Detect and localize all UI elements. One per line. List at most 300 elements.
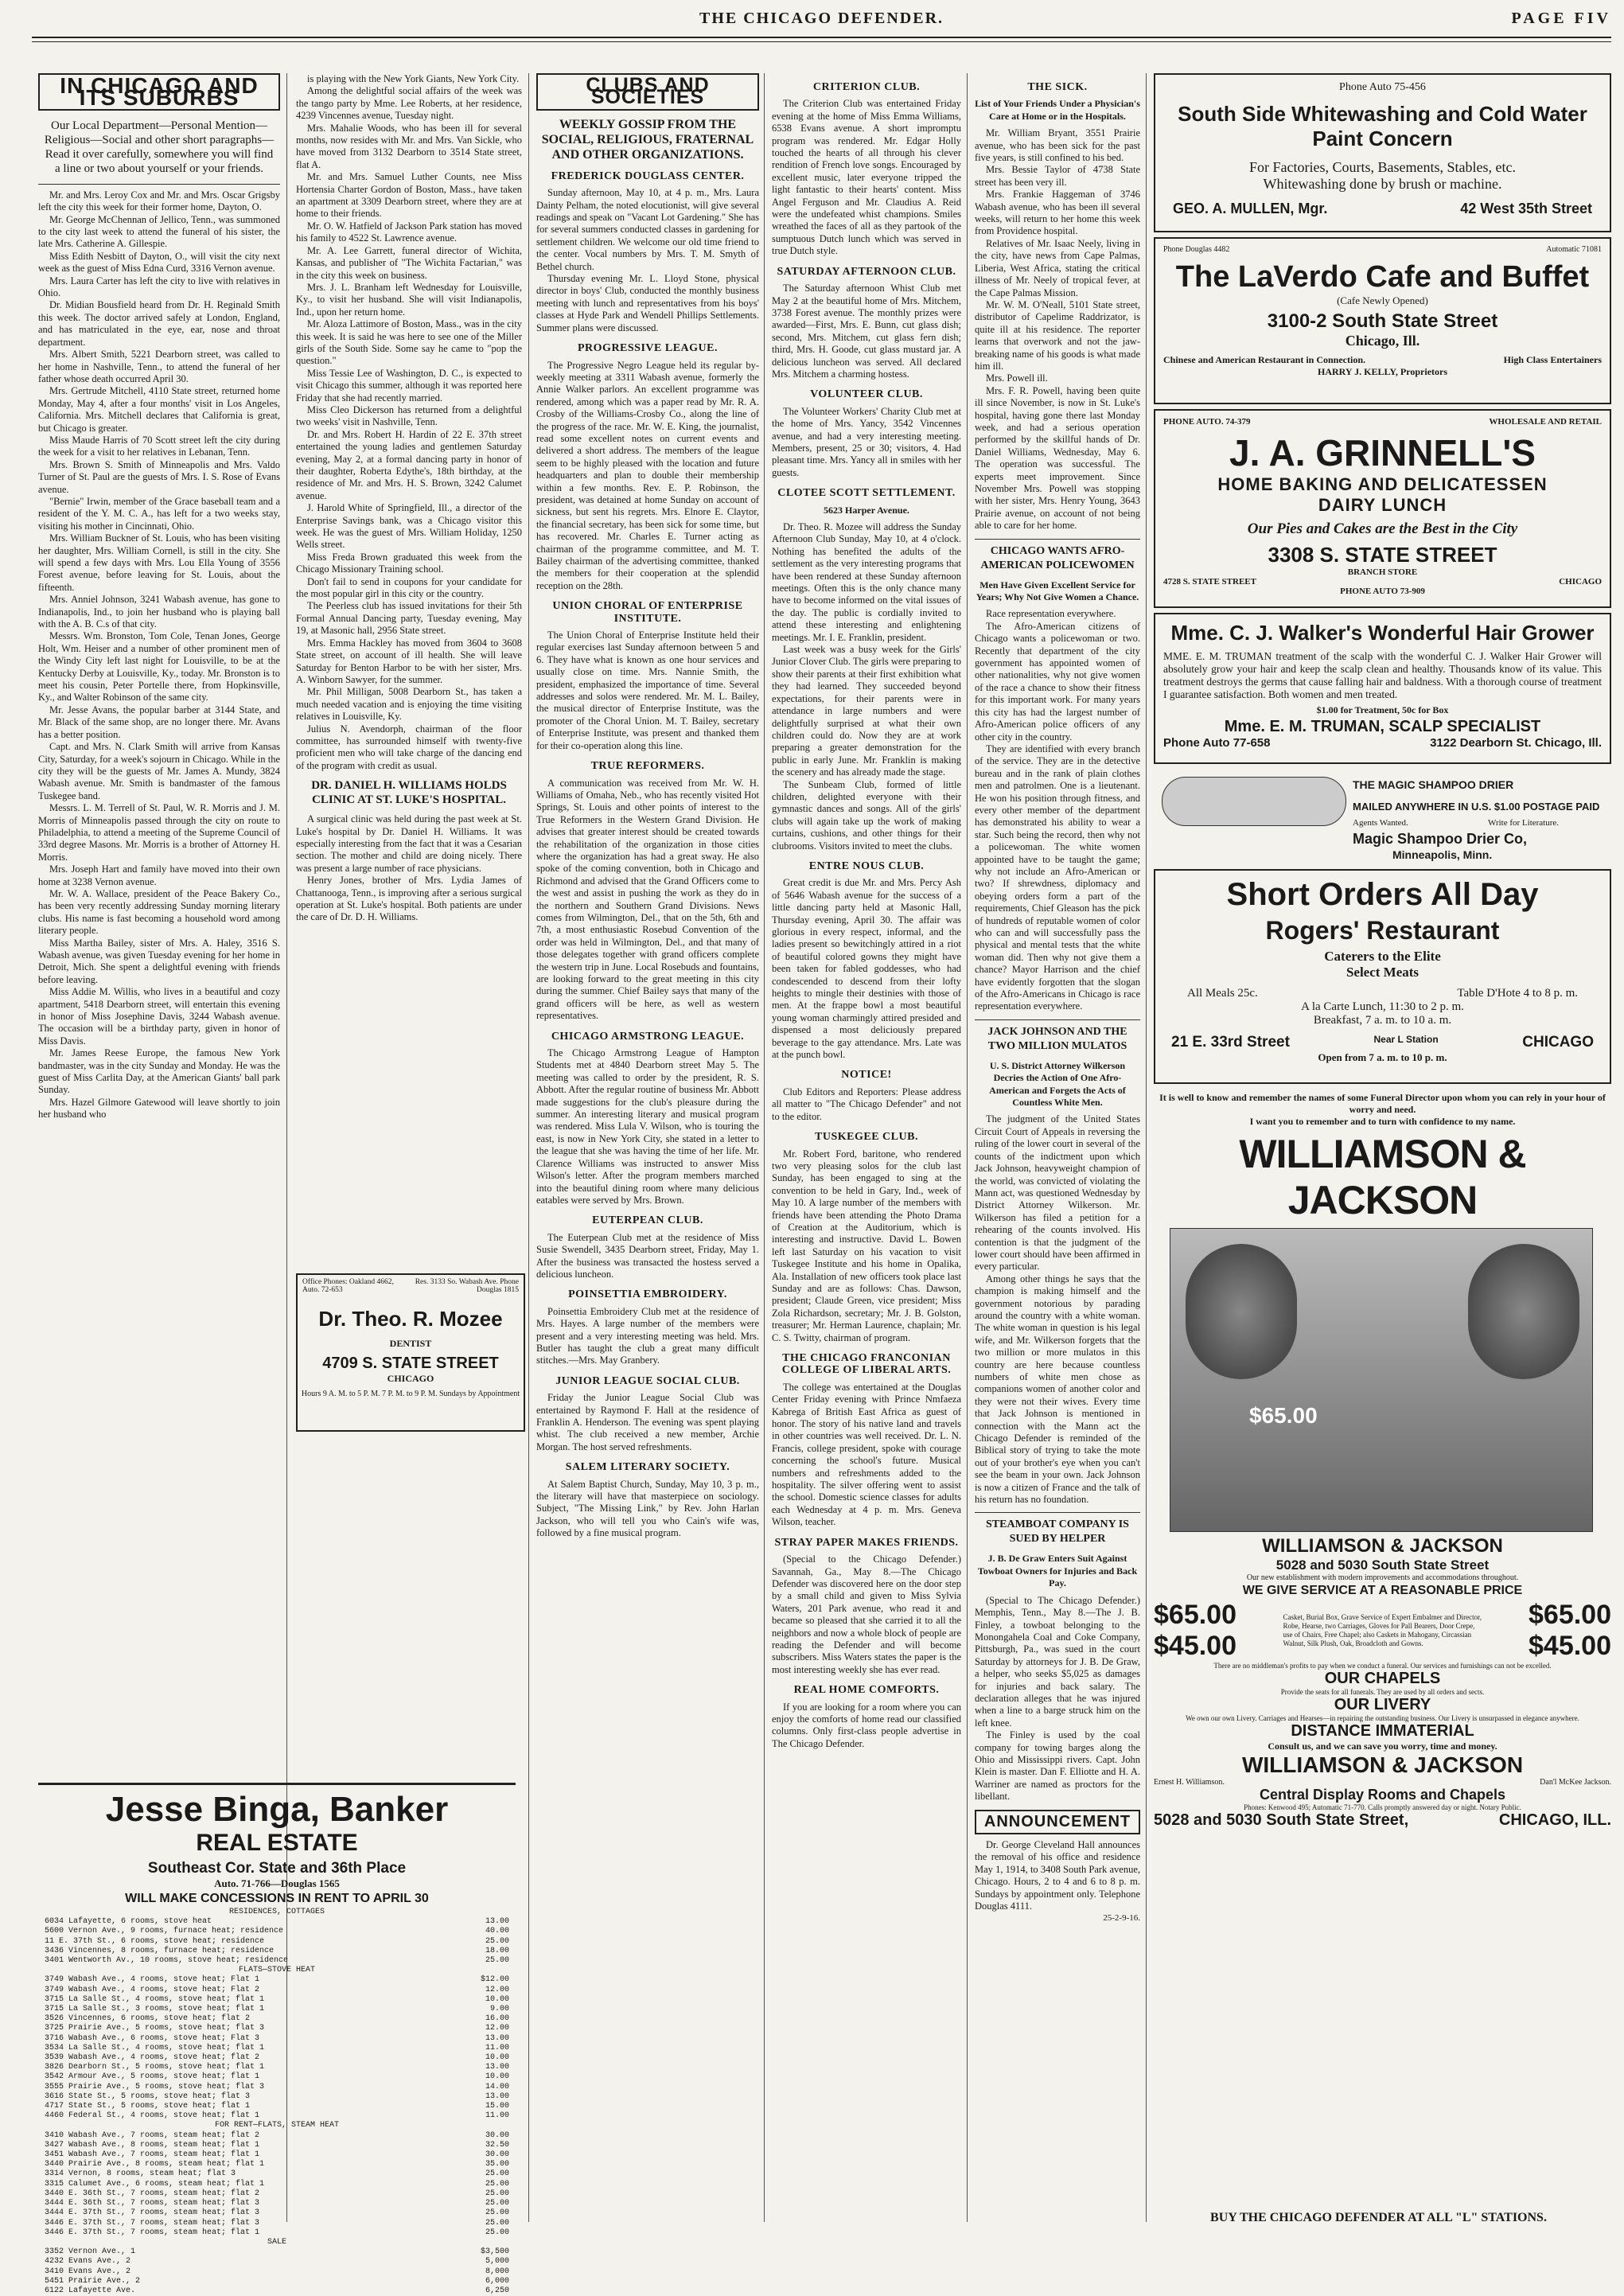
listing-price: 6,000 — [485, 2276, 509, 2286]
paragraph: Poinsettia Embroidery Club met at the residence of Mrs. Hayes. A large number of the members were present and a very interesting meeting was held. Mrs. Butler has taught the club a great many difficult stitches.—Mrs. May Granbery. — [536, 1305, 759, 1366]
rogers-hours: Open from 7 a. m. to 10 p. m. — [1318, 1051, 1447, 1063]
club-headline: NOTICE! — [841, 1069, 892, 1082]
paragraph: Dr. and Mrs. Robert H. Hardin of 22 E. 37th street entertained the young ladies and gentlemen Saturday evening, May 2, at a formal dancing party in honor of their daughter, Roberta Edythe's, 18th birthday, at the residence of Mr. and Mrs. H. S. Brown, 3242 Calumet avenue. — [296, 428, 522, 501]
listing-price: 25.00 — [485, 2169, 509, 2179]
listing-row — [45, 2063, 509, 2072]
paragraph: The Progressive Negro League held its regular by-weekly meeting at 3311 Wabash avenue, formerly the Annie Walker parlors. An excellent programme was rendered, among which was a paper read by Mr. R. A. Crosby of the Williams-Crosby Co., along the line of the progress of the race. Mr. W. E. King, the journalist, read some excellent notes on current events and delivered a short address. The members of the league seem to be highly pleased with the location and future headquarters and plan to double their membership within a few months. Rev. E. P. Robinson, the president, was detained at home Sunday on account of sickness, but sent his regrets. Mrs. Elnore E. Claytor, the financial secretary, has been sick for some time, but has recovered. Mr. Charles E. Turner acting as chairman of the programme committee, and M. T. Bailey chairman of the advertising committee, thanked the members for their cooperation at the splendid reception on the 28th. — [536, 359, 759, 591]
office-phones: Office Phones: Oakland 4662, Auto. 72-653 — [302, 1278, 394, 1294]
listing-row — [45, 2257, 509, 2267]
magic-city: Minneapolis, Minn. — [1392, 848, 1493, 861]
listing-group-flats — [45, 1975, 509, 2121]
listing-row — [45, 1947, 509, 1956]
wj-right-name: Dan'l McKee Jackson. — [1540, 1778, 1611, 1787]
paragraph: Relatives of Mr. Isaac Neely, living in the city, have news from Cape Palmas, Liberia, West Africa, stating the critical illness of Mr. Neely of tropical fever, at the Cape Palmas Mission. — [975, 237, 1140, 298]
johnson-headline: JACK JOHNSON AND THE TWO MILLION MULATOS — [975, 1019, 1140, 1054]
listing-address: 6122 Lafayette Ave. — [45, 2286, 136, 2295]
listing-row — [45, 2111, 509, 2121]
paragraph: The Saturday afternoon Whist Club met May 2 at the beautiful home of Mrs. Mitchem, 3738 Forest avenue. The monthly prizes were awarded—First, Mrs. E. Bunn, cut glass dish; second, Mrs. Mitchem, cut glass fern dish; third, Mrs. H. Goode, cut glass mustard jar. A delicious luncheon was served. All declared Mrs. Mitchem a charming hostess. — [772, 283, 961, 380]
paragraph: Miss Maude Harris of 70 Scott street left the city during the week for a visit to her relatives in Lebanan, Tenn. — [38, 434, 280, 458]
footer-tagline: BUY THE CHICAGO DEFENDER AT ALL "L" STATIONS. — [1210, 2211, 1547, 2224]
listing-address: 3444 E. 36th St., 7 rooms, steam heat; flat 3 — [45, 2199, 260, 2208]
club-headline: POINSETTIA EMBROIDERY. — [568, 1288, 727, 1301]
listing-group-steam — [45, 2131, 509, 2238]
johnson-paragraphs — [975, 1113, 1140, 1506]
paragraph: A communication was received from Mr. W. H. Williams of Omaha, Neb., who has recently visited Hot Springs, St. Louis and other points of interest to the True Reformers in the Western Grand Division. He advises that greater interest should be created towards the rehabilitation of the organization in those cities where the organization has had a great sway. He also spoke of the coming convention, both in Chicago and Richmond and advised that the Grand Officers come to the west and assist in pushing the work as they do in the northern and Southern Grand Divisions. News comes from Wilmington, Del., that on the 5th, 6th and 7th, a most enthusiastic Rosebud Convention of the order was held in Wilmington, Del., and that many of those delegates together with grand officers complete the western trip in June. Local Rosebuds and fountains, are looking forward to the great meeting in this city during the summer. Chief Bailey says that many of the grand officers will be here, as well as western representatives. — [536, 777, 759, 1022]
listing-price: 13.00 — [485, 1917, 509, 1927]
listing-group-residences — [45, 1917, 509, 1966]
listing-address: 3444 E. 37th St., 7 rooms, steam heat; flat 3 — [45, 2208, 260, 2218]
walker-price: $1.00 for Treatment, 50c for Box — [1316, 704, 1449, 715]
listing-price: 14.00 — [485, 2082, 509, 2091]
paragraph: The judgment of the United States Circuit Court of Appeals in reversing the ruling of the lower court in several of the counts of the indictment upon which Jack Johnson, heavyweight champion of the world, was convicted of violating the Mann act, was questioned Wednesday by District Attorney Wilkerson. Mr. Wilkerson has filed a petition for a rehearing of the counts involved. His contention is that the judgment of the lower court should have been affirmed in every particular. — [975, 1113, 1140, 1273]
listing-row — [45, 1937, 509, 1947]
listing-price: 13.00 — [485, 2033, 509, 2043]
paragraph: (Special to the Chicago Defender.) Savannah, Ga., May 8.—The Chicago Defender was discovered here on the door step by a small child and given to Miss Sylvia Waters, 201 Park avenue, who read it and became so pleased that she carried it to all the neighbors and now a whole block of people are reading the Defender and will become subscribers. Miss Waters states the paper is the most interesting weekly she has ever read. — [772, 1553, 961, 1675]
top-rule — [32, 37, 1611, 38]
steamboat-deck: J. B. De Graw Enters Suit Against Towboat Owners for Injuries and Back Pay. — [977, 1553, 1138, 1589]
club-headline: TRUE REFORMERS. — [590, 760, 705, 773]
listing-row — [45, 2247, 509, 2257]
listing-address: 3539 Wabash Ave., 4 rooms, stove heat; flat 2 — [45, 2053, 260, 2063]
listing-price: 32.50 — [485, 2140, 509, 2150]
listing-address: 3314 Vernon, 8 rooms, steam heat; flat 3 — [45, 2169, 236, 2179]
wj-rooms: Central Display Rooms and Chapels — [1259, 1787, 1506, 1803]
listing-price: 12.00 — [485, 1985, 509, 1994]
ad-williamson-jackson — [1154, 1092, 1611, 1830]
residence-phone: Res. 3133 So. Wabash Ave. Phone Douglas 1815 — [415, 1278, 519, 1294]
wj-photo-sign: $65.00 — [1249, 1403, 1318, 1428]
listing-row — [45, 2189, 509, 2199]
wj-price2-left: $45.00 — [1154, 1631, 1236, 1661]
drier-illustration — [1162, 777, 1346, 826]
walker-name: Mme. E. M. TRUMAN, SCALP SPECIALIST — [1224, 718, 1541, 735]
paragraph: The Volunteer Workers' Charity Club met at the home of Mrs. Yancy, 3542 Vincennes avenue, and had a very interesting meeting. Members, present, 25 or 30; visitors, 4. Had pleasant time. Mrs. Yancy all in smiles with her guests. — [772, 405, 961, 478]
paragraph: Julius N. Avendorph, chairman of the floor committee, has surrounded himself with twenty-five proficient men who will take charge of the dancing end of the program with credit as usual. — [296, 723, 522, 771]
sick-paragraphs — [975, 127, 1140, 532]
paragraph: Mr. A. Lee Garrett, funeral director of Wichita, Kansas, and publisher of "The Wichita Factarian," was in the city this week on business. — [296, 244, 522, 281]
wj-livery: OUR LIVERY — [1334, 1696, 1431, 1713]
portrait-williamson — [1186, 1244, 1297, 1379]
dentist-name: Dr. Theo. R. Mozee — [318, 1307, 503, 1331]
paragraph: Mrs. Joseph Hart and family have moved into their own home at 3238 Vernon avenue. — [38, 863, 280, 887]
wj-note: Our new establishment with modern improvements and accommodations throughout. — [1246, 1573, 1519, 1582]
listing-price: 25.00 — [485, 1956, 509, 1966]
paragraph: Miss Freda Brown graduated this week from the Chicago Missionary Training school. — [296, 551, 522, 575]
laverdo-note2: High Class Entertainers — [1503, 354, 1602, 365]
paragraph: J. Harold White of Springfield, Ill., a director of the Enterprise Savings bank, was a Chicago visitor this week. He was the guest of Mrs. William Holiday, 1250 Wells street. — [296, 502, 522, 551]
listing-price: 13.00 — [485, 2091, 509, 2101]
listing-section: RESIDENCES, COTTAGES — [228, 1908, 325, 1916]
paragraph: The Afro-American citizens of Chicago wants a policewoman or two. Recently that department of the city government has appointed women of other nationalities, why not give women of the race a chance to show their fitness for this important work. For many years this city has had the largest number of Afro-American police officers of any other city in the country. — [975, 620, 1140, 743]
listing-price: 30.00 — [485, 2130, 509, 2140]
club-headline: SALEM LITERARY SOCIETY. — [565, 1461, 730, 1474]
club-headline: THE CHICAGO FRANCONIAN COLLEGE OF LIBERAL ARTS. — [781, 1352, 952, 1377]
paragraph: Last week was a busy week for the Girls' Junior Clover Club. The girls were preparing to show their parents at their first exhibition what they had learned. They succeeded beyond expectations, for their parents were in attendance in large numbers and were delightfully surprised at what their own children could do. Now they are at work preparing a greater demonstration for the public in early June. Mr. Franklin is making the scenery and has already made the stage. — [772, 644, 961, 778]
laverdo-note: Chinese and American Restaurant in Connection. — [1163, 354, 1366, 365]
paragraph: At Salem Baptist Church, Sunday, May 10, 3 p. m., the literary will have that masterpiece on sociology. Subject, "The Missing Link," by Rev. John Harlan Jackson, who will tell you who Cain's wife was, followed by a fine musical program. — [536, 1478, 759, 1539]
hospital-headline: DR. DANIEL H. WILLIAMS HOLDS CLINIC AT ST. LUKE'S HOSPITAL. — [311, 779, 507, 807]
dentist-address: 4709 S. STATE STREET — [322, 1355, 499, 1372]
listing-row — [45, 2102, 509, 2111]
paragraph: Thursday evening Mr. L. Lloyd Stone, physical director in boys' Club, conducted the monthly business meeting with lunch and representatives from his boys' classes at Hyde Park and Wendell Phillips Settlements. Summer plans were discussed. — [536, 273, 759, 333]
paragraph: Mrs. Brown S. Smith of Minneapolis and Mrs. Valdo Turner of St. Paul are the guests of Mrs. I. S. Rose of Evans avenue. — [38, 458, 280, 495]
listing-row — [45, 1956, 509, 1966]
column-sick-and-news — [975, 73, 1140, 2214]
listing-address: 3534 La Salle St., 4 rooms, stove heat; flat 1 — [45, 2043, 265, 2052]
listing-address: 3715 La Salle St., 4 rooms, stove heat; flat 1 — [45, 1994, 265, 2004]
mullen-phone: Phone Auto 75-456 — [1339, 81, 1426, 93]
paragraph: Mr. Jesse Avans, the popular barber at 3144 State, and Mr. Black of the same shop, are no longer there. Mr. Avans has a better position. — [38, 704, 280, 740]
paragraph: If you are looking for a room where you can enjoy the comforts of home read our classified columns. Only first-class people advertise in The Chicago Defender. — [772, 1701, 961, 1749]
club-headline: SATURDAY AFTERNOON CLUB. — [777, 265, 956, 278]
listing-row — [45, 1995, 509, 2005]
news-paragraphs — [296, 73, 522, 772]
wj-price1-left: $65.00 — [1154, 1600, 1236, 1630]
club-headline: JUNIOR LEAGUE SOCIAL CLUB. — [555, 1374, 740, 1387]
club-sections — [536, 170, 759, 1540]
listing-row — [45, 2131, 509, 2141]
paragraph: Mrs. Bessie Taylor of 4738 State street has been very ill. — [975, 164, 1140, 188]
paragraph: Mrs. William Buckner of St. Louis, who has been visiting her daughter, Mrs. William Cornell, is still in the city. She will spend a few days with Mrs. Lou Ella Young of 3556 Forest avenue, before leaving for St. Louis, about the fifteenth. — [38, 532, 280, 593]
paragraph: Dr. Theo. R. Mozee will address the Sunday Afternoon Club Sunday, May 10, at 4 o'clock. Nothing has benefited the adults of the settlement as the very interesting programs that have been rendered at these Sunday afternoon meetings. Often this is the only chance many have to become informed on the vital issues of the day. The public is cordially invited to attend these interesting and enlightening meetings. Mr. I. E. Franklin, president. — [772, 521, 961, 643]
listing-price: 35.00 — [485, 2160, 509, 2169]
ads-column — [1154, 73, 1611, 2211]
paragraph: The Chicago Armstrong League of Hampton Students met at 4840 Dearborn street May 5. The meeting was called to order by the president, R. S. Abbott. After the regular routine of business Mr. Abbott made suggestions for the club's pleasure during the summer. An interesting literary and musical program was rendered. Miss Lula V. Wilson, who is touring the east, is now in New York City, she stated in a letter to the league that she was having the time of her life. Mr. Clarence Williams was instructed to answer Miss Wilson's letter. After the program members marched into the beautiful dining room where many delicious eatables were served by Mrs. Brown. — [536, 1047, 759, 1206]
paragraph: The college was entertained at the Douglas Center Friday evening with Prince Nmfaeza Kabrega of British East Africa as guest of honor. The story of his native land and travels in other countries was well received. Dr. L. N. Francis, college president, spoke with courage concerning the school's future. Musical numbers and refreshments added to the hospitality. The silver offering went to assist the school. Domestic science classes for adults each Wednesday at 4 p. m. Mrs. Geneva Wilson, teacher. — [772, 1381, 961, 1528]
paragraph: Mr. Phil Milligan, 5008 Dearborn St., has taken a much needed vacation and is enjoying the time visiting relatives in Louisville, Ky. — [296, 686, 522, 723]
rogers-sub1: Caterers to the Elite — [1324, 949, 1441, 964]
paragraph: Sunday afternoon, May 10, at 4 p. m., Mrs. Laura Dainty Pelham, the noted elocutionist, will give several readings and speak on "Vacant Lot Gardening." She has for several summers conducted classes in gardening for settlement children. We welcome our old time friend to the center. Vocal numbers by Mrs. T. M. Smyth of Bethel church. — [536, 187, 759, 272]
listing-address: 3451 Wabash Ave., 7 rooms, steam heat; flat 1 — [45, 2150, 260, 2160]
paragraph: Don't fail to send in coupons for your candidate for the most popular girl in this city or the country. — [296, 575, 522, 600]
listing-row — [45, 2286, 509, 2296]
newspaper-title: THE CHICAGO DEFENDER. — [699, 10, 944, 27]
paragraph: Henry Jones, brother of Mrs. Lydia James of Chattanooga, Tenn., is improving after a serious surgical operation at St. Luke's hospital. Both patients are under the care of Dr. D. H. Williams. — [296, 875, 522, 923]
club-headline: UNION CHORAL OF ENTERPRISE INSTITUTE. — [552, 600, 743, 625]
grinnell-branch-addr: 4728 S. STATE STREET — [1163, 577, 1256, 587]
listing-price: 25.00 — [485, 2208, 509, 2218]
ad-laverdo — [1154, 237, 1611, 404]
club-headline: STRAY PAPER MAKES FRIENDS. — [774, 1536, 959, 1549]
listing-price: 8,000 — [485, 2267, 509, 2276]
wj-chapels-text: Provide the seats for all funerals. They are used by all orders and sects. — [1280, 1688, 1485, 1696]
laverdo-city: Chicago, Ill. — [1345, 333, 1420, 349]
paragraph: (Special to The Chicago Defender.) Memphis, Tenn., May 8.—The J. B. Finley, a towboat belonging to the Monongahela Coal and Coke Company, Pittsburgh, Pa., was sued in the court Saturday by attorneys for J. B. De Graw, a helper, who seeks $5,025 as damages for injuries and back salary. The declaration alleges that he was injured when a line to a barge struck him on the left knee. — [975, 1594, 1140, 1729]
walker-address: 3122 Dearborn St. Chicago, Ill. — [1430, 736, 1602, 750]
dentist-hours: Hours 9 A. M. to 5 P. M. 7 P. M. to 9 P. M. Sundays by Appointment — [301, 1390, 520, 1398]
paragraph: Miss Edith Nesbitt of Dayton, O., will visit the city next week as the guest of Miss Edna Curd, 3316 Vernon avenue. — [38, 250, 280, 275]
listing-address: 3749 Wabash Ave., 4 rooms, stove heat; Flat 1 — [45, 1975, 260, 1985]
binga-listings — [38, 1908, 516, 2296]
grinnell-address: 3308 S. STATE STREET — [1268, 543, 1497, 567]
wj-banner: WILLIAMSON & JACKSON — [1239, 1132, 1526, 1222]
listing-price: 15.00 — [485, 2102, 509, 2111]
rogers-breakfast: Breakfast, 7 a. m. to 10 a. m. — [1313, 1014, 1452, 1027]
paragraph: Mr. George McChennan of Jellico, Tenn., was summoned to the city last week to attend the funeral of his sister, the late Mrs. Catherine A. Gillespie. — [38, 213, 280, 250]
paragraph: Mr. W. M. O'Neall, 5101 State street, distributor of Capelime Raddrizator, is quite ill at his residence. The reporter learns that overwork and not the jaw-breaking name of his goods is what made him ill. — [975, 298, 1140, 372]
grinnell-phone: PHONE AUTO. 74-379 — [1163, 417, 1251, 427]
column-local-news-continued — [296, 73, 522, 1271]
listing-address: 4717 State St., 5 rooms, stove heat; flat 1 — [45, 2102, 251, 2111]
wj-name: WILLIAMSON & JACKSON — [1262, 1535, 1503, 1557]
paragraph: They are identified with every branch of the service. They are in the detective bureau and in the rank of plain clothes men and patrolmen. One is a lieutenant. He won his position through fitness, and every other member of the department has demonstrated his ability to wear a star. Such being the record, then why not a policewoman. The white women appointed have to be taught the game; why not include an Afro-American or two? If shrewdness, diplomacy and obeying orders form a part of the requirements, Chief Gleason has the pick of hundreds of reputable women of color who can and will successfully pass the physical and mental tests that the white woman did. Then why not give them a chance? Mayor Harrison and the chief have evidently forgotten that the slogan of the Afro-Americans in Chicago is race representation everywhere. — [975, 743, 1140, 1012]
sick-deck: List of Your Friends Under a Physician's Care at Home or in the Hospitals. — [975, 98, 1140, 122]
paragraph: Mrs. Mahalie Woods, who has been ill for several months, now resides with Mr. and Mrs. Van Sickle, who have moved from 3132 Dearborn to 3514 State street, flat A. — [296, 122, 522, 170]
club-headline: CRITERION CLUB. — [812, 81, 921, 93]
paragraph: Race representation everywhere. — [986, 608, 1116, 620]
listing-address: 3446 E. 37th St., 7 rooms, steam heat; flat 3 — [45, 2218, 260, 2228]
listing-price: $3,500 — [480, 2247, 509, 2257]
wj-intro1: It is well to know and remember the names of some Funeral Director upon whom you can rely in your hour of worry and need. — [1159, 1092, 1606, 1115]
listing-address: 3352 Vernon Ave., 1 — [45, 2247, 136, 2257]
listing-row — [45, 2219, 509, 2228]
paragraph: Mrs. Emma Hackley has moved from 3604 to 3608 State street, on account of ill health. She will leave Saturday for Benton Harbor to be with her sister, Mrs. A. Winborn Sawyer, for the summer. — [296, 637, 522, 685]
listing-address: 4232 Evans Ave., 2 — [45, 2257, 131, 2267]
listing-address: 3542 Armour Ave., 5 rooms, stove heat; flat 1 — [45, 2072, 260, 2082]
steamboat-headline: STEAMBOAT COMPANY IS SUED BY HELPER — [975, 1512, 1140, 1546]
listing-price: 16.00 — [485, 2014, 509, 2024]
listing-row — [45, 2005, 509, 2014]
paragraph: Mr. and Mrs. Leroy Cox and Mr. and Mrs. Oscar Grigsby left the city this week for their former home, Dayton, O. — [38, 189, 280, 213]
binga-offer: WILL MAKE CONCESSIONS IN RENT TO APRIL 30 — [125, 1892, 429, 1905]
listing-price: 13.00 — [485, 2063, 509, 2072]
paragraph: Mr. William Bryant, 3551 Prairie avenue, who has been sick for the past five years, is still confined to his bed. — [975, 127, 1140, 164]
paragraph: "Bernie" Irwin, member of the Grace baseball team and a resident of the Y. M. C. A., has left for a two weeks stay, visiting his mother in Cincinnati, Ohio. — [38, 495, 280, 532]
club-subheadline: 5623 Harper Avenue. — [824, 504, 909, 516]
listing-row — [45, 2277, 509, 2286]
wj-address: 5028 and 5030 South State Street — [1275, 1557, 1490, 1573]
rogers-name: Rogers' Restaurant — [1265, 916, 1500, 945]
magic-name: Magic Shampoo Drier Co, — [1353, 831, 1528, 847]
binga-phones: Auto. 71-766—Douglas 1565 — [214, 1877, 340, 1889]
listing-price: 25.00 — [485, 2218, 509, 2228]
listing-row — [45, 2228, 509, 2238]
listing-address: 3826 Dearborn St., 5 rooms, stove heat; flat 1 — [45, 2063, 265, 2072]
listing-row — [45, 2014, 509, 2024]
listing-row — [45, 2169, 509, 2179]
police-paragraphs — [975, 608, 1140, 1012]
paragraph: Mrs. Powell ill. — [986, 372, 1048, 384]
paragraph: Capt. and Mrs. N. Clark Smith will arrive from Kansas City, Saturday, for a week's sojourn in Chicago. While in the city they will be the guests of Mr. James A. Mundy, 3824 Wabash avenue. Mr. Smith is bandmaster of the famous Tuskegee band. — [38, 741, 280, 801]
laverdo-phone-left: Phone Douglas 4482 — [1163, 245, 1230, 254]
paragraph: Mr. Robert Ford, baritone, who rendered two very pleasing solos for the club last Sunday, has been engaged to sing at the convention to be held in Gary, Ind., week of May 10. A large number of the members with friends have been attending the Photo Drama of Creation at the Auditorium, which is interesting and instructive. David L. Bowen left last Saturday on his vacation to visit Tuskegee Institute and his home in Opalika, Ala. Installation of new officers took place last Sunday and are as follows: Chas. Dawson, president; Claude Green, vice president; Miss Zola Richardson, secretary; Mr. J. B. Golston, treasurer; Mr. Herman Laurence, chaplain; Mr. C. S. Twitty, chairman of program. — [772, 1148, 961, 1343]
wj-city2: CHICAGO, ILL. — [1498, 1811, 1611, 1829]
wj-banner2: WILLIAMSON & JACKSON — [1241, 1752, 1524, 1777]
club-headline: FREDERICK DOUGLASS CENTER. — [551, 170, 745, 182]
laverdo-address: 3100-2 South State Street — [1267, 310, 1498, 332]
paragraph: Mrs. Gertrude Mitchell, 4110 State street, returned home Monday, May 4, after a four months' visit in Los Angeles, California. Mrs. Mitchell declares that California is great, but Chicago is greater. — [38, 385, 280, 434]
paragraph: Miss Tessie Lee of Washington, D. C., is expected to visit Chicago this summer, although it was reported here Friday that she had recently married. — [296, 367, 522, 403]
listing-row — [45, 1986, 509, 1995]
listing-row — [45, 2053, 509, 2063]
club-headline: PROGRESSIVE LEAGUE. — [578, 342, 718, 355]
listing-row — [45, 2141, 509, 2150]
listing-price: 9.00 — [489, 2005, 509, 2014]
listing-row — [45, 2072, 509, 2082]
wj-intro2: I want you to remember and to turn with confidence to my name. — [1249, 1116, 1516, 1127]
laverdo-prop: HARRY J. KELLY, Proprietors — [1317, 366, 1448, 377]
listing-price: 25.00 — [485, 2199, 509, 2208]
club-headline: ENTRE NOUS CLUB. — [808, 860, 925, 872]
listing-address: 3446 E. 37th St., 7 rooms, steam heat; flat 1 — [45, 2228, 260, 2237]
listing-price: 10.00 — [485, 1994, 509, 2004]
wj-phones: Phones: Kenwood 495; Automatic 71-770. Calls promptly answered day or night. Notary Public. — [1244, 1803, 1521, 1811]
listing-address: 3440 Prairie Ave., 8 rooms, steam heat; flat 1 — [45, 2160, 265, 2169]
column-rule — [967, 73, 968, 2222]
paragraph: Mr. W. A. Wallace, president of the Peace Bakery Co., has been very recently addressing Sunday morning literary clubs. His name is fast becoming a household word among literary people. — [38, 887, 280, 937]
listing-price: 10.00 — [485, 2053, 509, 2063]
listing-row — [45, 2267, 509, 2277]
paragraph: Club Editors and Reporters: Please address all matter to "The Chicago Defender" and not to the editor. — [772, 1086, 961, 1122]
club-headline: REAL HOME COMFORTS. — [793, 1684, 940, 1697]
top-rule-thin — [32, 41, 1611, 42]
listing-price: 18.00 — [485, 1946, 509, 1955]
police-headline: CHICAGO WANTS AFRO-AMERICAN POLICEWOMEN — [975, 539, 1140, 573]
listing-price: 12.00 — [485, 2024, 509, 2033]
section-header: IN CHICAGO AND ITS SUBURBS — [38, 73, 280, 111]
listing-address: 3749 Wabash Ave., 4 rooms, stove heat; Flat 2 — [45, 1985, 260, 1994]
paragraph: Messrs. L. M. Terrell of St. Paul, W. R. Morris and J. M. Morris of Minneapolis passed through the city on route to Philadelphia, to attend a meeting of the Supreme Council of 33rd degree Masons. Mr. Morris is a brother of Attorney H. Morris. — [38, 802, 280, 863]
dentist-title: DENTIST — [389, 1338, 432, 1349]
ad-grinnell — [1154, 409, 1611, 608]
listing-price: 5,000 — [485, 2257, 509, 2267]
paragraph: Miss Addie M. Willis, who lives in a beautiful and cozy apartment, 5418 Dearborn street, will entertain this evening in honor of Miss Josephine Davis, 3244 Wabash avenue. The occasion will be a birthday party, given in honor of Miss Davis. — [38, 986, 280, 1047]
listing-address: 3715 La Salle St., 3 rooms, stove heat; flat 1 — [45, 2005, 265, 2014]
rogers-carte: A la Carte Lunch, 11:30 to 2 p. m. — [1301, 1000, 1464, 1013]
paragraph: Dr. Midian Bousfield heard from Dr. H. Reginald Smith this week. The doctor arrived safely at London, England, and has matriculated in the eye, ear, nose and throat department. — [38, 299, 280, 348]
announcement-code: 25-2-9-16. — [1103, 1913, 1140, 1924]
listing-address: 3410 Wabash Ave., 7 rooms, steam heat; flat 2 — [45, 2130, 260, 2140]
listing-address: 3526 Vincennes, 6 rooms, stove heat; flat 2 — [45, 2014, 251, 2024]
paragraph: Mrs. Frankie Haggeman of 3746 Wabash avenue, who has been ill several weeks, will return to her home this week from Providence hospital. — [975, 189, 1140, 237]
walker-body: MME. E. M. TRUMAN treatment of the scalp with the wonderful C. J. Walker Hair Grower will absolutely grow your hair and keep the scalp clean and healthy. Thousands know of its value. This treatment destroys the germs that cause falling hair and baldness. With a thorough course of treatment I guarantee satisfaction. Both women and men treated. — [1163, 650, 1602, 700]
listing-address: 3427 Wabash Ave., 8 rooms, steam heat; flat 1 — [45, 2140, 260, 2150]
listing-row — [45, 2092, 509, 2102]
grinnell-branch-city: CHICAGO — [1559, 577, 1602, 587]
listing-address: 3716 Wabash Ave., 6 rooms, stove heat; Flat 3 — [45, 2033, 260, 2043]
grinnell-line1: HOME BAKING AND DELICATESSEN — [1217, 474, 1548, 494]
paragraph: Mrs. Hazel Gilmore Gatewood will leave shortly to join her husband who — [38, 1096, 280, 1121]
wj-small1: There are no middleman's profits to pay when we conduct a funeral. Our services and furnishings can not be excelled. — [1213, 1662, 1552, 1670]
listing-price: 30.00 — [485, 2150, 509, 2160]
magic-line2: Agents Wanted. — [1353, 818, 1408, 828]
johnson-deck: U. S. District Attorney Wilkerson Decries the Action of One Afro-American and Forgets the Acts of Countless White Men. — [989, 1059, 1126, 1109]
wj-price1-right: $65.00 — [1529, 1600, 1611, 1630]
listing-address: 3555 Prairie Ave., 5 rooms, stove heat; flat 3 — [45, 2082, 265, 2091]
paragraph: Mr. O. W. Hatfield of Jackson Park station has moved his family to 4522 St. Lawrence avenue. — [296, 220, 522, 244]
mullen-line1: For Factories, Courts, Basements, Stables, etc. — [1249, 159, 1516, 175]
listing-row — [45, 2034, 509, 2044]
clubs-deck: WEEKLY GOSSIP FROM THE SOCIAL, RELIGIOUS, FRATERNAL AND OTHER ORGANIZATIONS. — [541, 117, 754, 162]
listing-price: 40.00 — [485, 1927, 509, 1936]
section-deck: Our Local Department—Personal Mention—Religious—Social and other short paragraphs—Read it over carefully, somewhere you will find a line or two about yourself or your friends. — [44, 119, 275, 175]
ad-mullen — [1154, 73, 1611, 232]
wj-distance: DISTANCE IMMATERIAL — [1291, 1722, 1474, 1740]
paragraph: Miss Cleo Dickerson has returned from a delightful two weeks' visit in Nashville, Tenn. — [296, 403, 522, 428]
paragraph: Among the delightful social affairs of the week was the tango party by Mme. Lee Roberts, at her residence, 4239 Vincennes avenue, Tuesday night. — [296, 85, 522, 122]
binga-line2: REAL ESTATE — [196, 1830, 358, 1856]
paragraph: Mr. and Mrs. Samuel Luther Counts, nee Miss Hortensia Charter Gordon of Boston, Mass., have taken an apartment at 3309 Dearborn street, where they are at home to their friends. — [296, 171, 522, 220]
paragraph: Mrs. F. R. Powell, having been quite ill since November, is now in St. Luke's hospital, having gone there last Monday week, and had a serious operation performed by the skillful hands of Dr. Daniel Williams, Wednesday, May 6. The operation was successful. The experts meet improvement. Since November Mrs. Powell was stopping with her sister, Mrs. Henry Young, 3643 Prairie avenue, on account of not being able to care for her home. — [975, 384, 1140, 532]
listing-price: 25.00 — [485, 2189, 509, 2198]
grinnell-line2: DAIRY LUNCH — [1318, 495, 1447, 515]
magic-line1: MAILED ANYWHERE IN U.S. $1.00 POSTAGE PAID — [1353, 801, 1600, 813]
rogers-meals: All Meals 25c. — [1187, 987, 1258, 1000]
listing-address: 5451 Prairie Ave., 2 — [45, 2276, 141, 2286]
listing-address: 3436 Vincennes, 8 rooms, furnace heat; residence — [45, 1946, 275, 1955]
grinnell-title: J. A. GRINNELL'S — [1229, 432, 1536, 474]
listing-row — [45, 2083, 509, 2092]
paragraph: A surgical clinic was held during the past week at St. Luke's hospital by Dr. Daniel H. Williams. It was especially interesting from the fact that it was a Cesarian section. The mother and child are doing nicely. There was present a large number of race physicians. — [296, 813, 522, 874]
masthead — [32, 10, 1611, 33]
listing-row — [45, 1975, 509, 1985]
listing-row — [45, 2208, 509, 2218]
news-paragraphs — [38, 189, 280, 1121]
grinnell-branch: BRANCH STORE — [1347, 567, 1418, 577]
rogers-title: Short Orders All Day — [1226, 877, 1539, 912]
hospital-paragraphs — [296, 813, 522, 924]
grinnell-branch-phone: PHONE AUTO 73-909 — [1340, 587, 1425, 596]
wj-distance-text: Consult us, and we can save you worry, time and money. — [1268, 1741, 1497, 1752]
mullen-name: GEO. A. MULLEN, Mgr. — [1173, 201, 1328, 216]
page-number: PAGE FIV — [1511, 10, 1611, 27]
portrait-jackson — [1468, 1244, 1579, 1379]
column-club-news — [772, 73, 961, 2214]
paragraph: Friday the Junior League Social Club was entertained by Raymond F. Hall at the residence of Franklin A. Henderson. The evening was spent playing whist. The club received a new member, Archie Morgan. The host served refreshments. — [536, 1392, 759, 1452]
listing-address: 11 E. 37th St., 6 rooms, stove heat; residence — [45, 1936, 265, 1946]
listing-price: 25.00 — [485, 2179, 509, 2189]
paragraph: The Criterion Club was entertained Friday evening at the home of Miss Emma Williams, 6538 Evans avenue. A short impromptu program was rendered. Mr. Edgar Holly touched the hearts of all through his clever rendition of French love songs. Encouraged by excellent music, later everyone tripped the light fantastic to their hearts' content. Miss Angel Ferguson and Mr. Claudius A. Reid were the undefeated whist champions. Smiles wreathed the faces of all as they partook of the sumptuous Dutch lunch which was served in true Dutch style. — [772, 98, 961, 257]
listing-price: 10.00 — [485, 2072, 509, 2082]
paragraph: Messrs. Wm. Bronston, Tom Cole, Tenan Jones, George Holt, Wm. Heiser and a number of other prominent men of the Windy City left last night for Louisville, to be at the Kentucky Derby at Louisville, Ky., today. Mr. Bronston is to meet his cousin, Peter Portelle there, from Hopkinsville, Ky., and Walter Robinson of the same city. — [38, 630, 280, 704]
binga-address: Southeast Cor. State and 36th Place — [147, 1860, 407, 1877]
magic-label: THE MAGIC SHAMPOO DRIER — [1353, 778, 1514, 791]
listing-section: FOR RENT—FLATS, STEAM HEAT — [214, 2121, 340, 2130]
paragraph: The Peerless club has issued invitations for their 5th Formal Annual Dancing party, Tuesday evening, May 19, at Masonic hall, 2956 State street. — [296, 600, 522, 637]
listing-row — [45, 2160, 509, 2169]
listing-price: 25.00 — [485, 2228, 509, 2237]
listing-address: 4460 Federal St., 4 rooms, stove heat; flat 1 — [45, 2111, 260, 2121]
club-headline: VOLUNTEER CLUB. — [810, 388, 923, 401]
rogers-sub2: Select Meats — [1346, 965, 1420, 980]
listing-address: 3616 State St., 5 rooms, stove heat; flat 3 — [45, 2091, 251, 2101]
paragraph: Among other things he says that the champion is making himself and the government notorious by parading around the country with a white woman. The white woman in question is his legal wife, and Mr. Wilkerson forgets that the two million or more mulatos in this country are here because countless numbers of white men chose as companions women of another color and they were not their wives. Every time that Jack Johnson is mentioned in connection with the Mann act the Chicago Defender is reminded of the Biblical story of trying to take the mote out of your brother's eye when you can't see the beam in your own. Jack Johnson is now a citizen of France and the talk of his return has no foundation. — [975, 1273, 1140, 1506]
listing-row — [45, 2199, 509, 2208]
walker-phone: Phone Auto 77-658 — [1163, 736, 1271, 750]
magic-line3: Write for Literature. — [1488, 818, 1560, 828]
listing-row — [45, 1917, 509, 1927]
paragraph: Mr. James Reese Europe, the famous New York bandmaster, was in the city Sunday and Monday. He was the guest of Miss Carlita Day, at the American Giants' ball park Sunday. — [38, 1047, 280, 1096]
police-deck: Men Have Given Excellent Service for Years; Why Not Give Women a Chance. — [976, 579, 1139, 603]
ad-rogers-restaurant — [1154, 869, 1611, 1084]
listing-row — [45, 2044, 509, 2053]
dentist-city: CHICAGO — [387, 1373, 434, 1384]
paragraph: Mrs. Laura Carter has left the city to live with relatives in Ohio. — [38, 275, 280, 299]
grinnell-slogan: Our Pies and Cakes are the Best in the City — [1247, 520, 1518, 537]
paragraph: The Sunbeam Club, formed of little children, delighted everyone with their gymnastic dances and songs. All of the girls' clubs will again take up the work of making curtains, cushions, and other things for their clubrooms. Visitors invited to meet the clubs. — [772, 778, 961, 852]
listing-row — [45, 2180, 509, 2189]
paragraph: The Union Choral of Enterprise Institute held their regular exercises last Sunday afternoon between 5 and 6. They have what is known as one hour services and usually close on time. Mrs. Nannie Smith, the president, emphasized the importance of time. Several addresses and solos were rendered. Mr. M. L. Bailey, the musical director of Enterprise Institute, was the promoter of the Choral Union. M. T. Bailey, secretary of Enterprise Institute, was present and thanked them for their co-operation along this line. — [536, 630, 759, 751]
wj-service: WE GIVE SERVICE AT A REASONABLE PRICE — [1242, 1584, 1523, 1597]
wj-price-desc: Casket, Burial Box, Grave Service of Expert Embalmer and Director, Robe, Hearse, two Carriages, Gloves for Pall Bearers, Door Crepe, use of Chairs, Free Chapel; also Caskets in Mahogany, Circassian Walnut, Silk Plush, Oak, Broadcloth and Gowns. — [1283, 1613, 1482, 1647]
ad-magic-shampoo-drier — [1154, 769, 1611, 864]
listing-section: SALE — [267, 2237, 286, 2247]
listing-row — [45, 2024, 509, 2033]
listing-price: 6,250 — [485, 2286, 509, 2295]
mullen-line2: Whitewashing done by brush or machine. — [1263, 176, 1502, 192]
announcement-text: Dr. George Cleveland Hall announces the removal of his office and residence May 1, 1914, to 3408 South Park avenue, Chicago. Hours, 2 to 4 and 6 to 8 p. m. Sundays by appointment only. Telephone Douglas 4111. — [975, 1839, 1140, 1912]
paragraph: Mrs. Albert Smith, 5221 Dearborn street, was called to her home in Nashville, Tenn., to attend the funeral of her father whose death occurred April 30. — [38, 349, 280, 384]
